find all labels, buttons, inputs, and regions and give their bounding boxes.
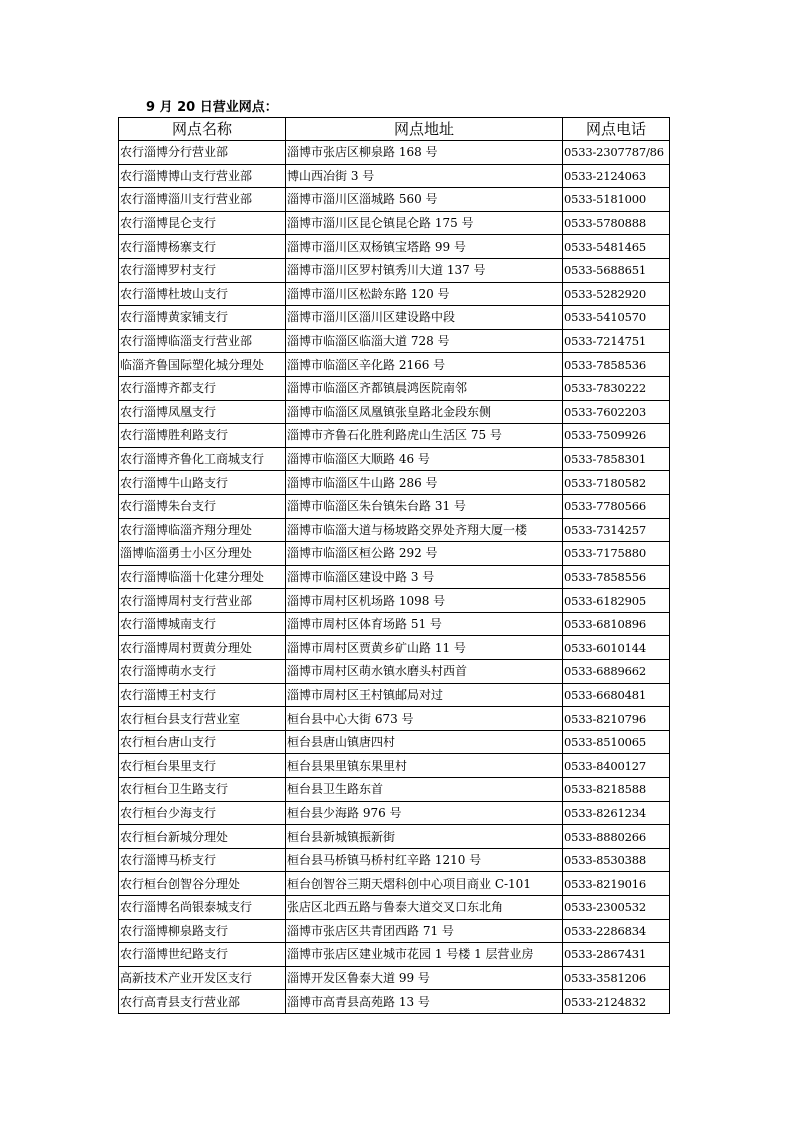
table-row [119, 542, 670, 566]
header-branch-name: 网点名称 [119, 118, 286, 141]
branch-phone-cell: 0533-8210796 [563, 707, 670, 731]
branch-phone-cell: 0533-5181000 [563, 188, 670, 212]
branch-address-cell: 淄博市临淄区凤凰镇张皇路北金段东侧 [286, 400, 563, 424]
branch-name-cell: 农行淄博临淄十化建分理处 [119, 565, 286, 589]
branch-phone-cell: 0533-8261234 [563, 801, 670, 825]
branch-address-cell: 淄博市周村区萌水镇水磨头村西首 [286, 660, 563, 684]
branch-address-cell: 桓台县唐山镇唐四村 [286, 730, 563, 754]
branch-phone-cell: 0533-2867431 [563, 943, 670, 967]
branch-phone-cell: 0533-5780888 [563, 211, 670, 235]
branch-address-cell: 桓台县中心大街 673 号 [286, 707, 563, 731]
branch-address-cell: 淄博市临淄区朱台镇朱台路 31 号 [286, 494, 563, 518]
branch-phone-cell: 0533-6010144 [563, 636, 670, 660]
branch-name-cell: 农行淄博周村贾黄分理处 [119, 636, 286, 660]
branch-phone-cell: 0533-8510065 [563, 730, 670, 754]
branch-address-cell: 淄博市淄川区淄城路 560 号 [286, 188, 563, 212]
branch-name-cell: 农行淄博世纪路支行 [119, 943, 286, 967]
branch-name-cell: 淄博临淄勇士小区分理处 [119, 542, 286, 566]
branch-phone-cell: 0533-8880266 [563, 825, 670, 849]
branch-phone-cell: 0533-7780566 [563, 494, 670, 518]
table-row [119, 589, 670, 613]
branch-address-cell: 淄博市临淄区辛化路 2166 号 [286, 353, 563, 377]
branch-name-cell: 农行淄博昆仑支行 [119, 211, 286, 235]
branch-name-cell: 农行淄博临淄齐翔分理处 [119, 518, 286, 542]
table-row [119, 801, 670, 825]
branch-name-cell: 农行淄博牛山路支行 [119, 471, 286, 495]
table-row [119, 518, 670, 542]
branch-address-cell: 桓台县卫生路东首 [286, 778, 563, 802]
table-row [119, 306, 670, 330]
branch-phone-cell: 0533-6810896 [563, 612, 670, 636]
branch-address-cell: 淄博市临淄区桓公路 292 号 [286, 542, 563, 566]
branch-name-cell: 农行淄博黄家铺支行 [119, 306, 286, 330]
branch-address-cell: 淄博市临淄区建设中路 3 号 [286, 565, 563, 589]
branch-phone-cell: 0533-8219016 [563, 872, 670, 896]
branch-name-cell: 农行淄博博山支行营业部 [119, 164, 286, 188]
table-row [119, 636, 670, 660]
branch-address-cell: 淄博市张店区建业城市花园 1 号楼 1 层营业房 [286, 943, 563, 967]
branch-address-cell: 淄博开发区鲁泰大道 99 号 [286, 966, 563, 990]
branch-name-cell: 农行淄博分行营业部 [119, 141, 286, 165]
table-row [119, 825, 670, 849]
branch-phone-cell: 0533-5688651 [563, 258, 670, 282]
branch-address-cell: 桓台创智谷三期天熠科创中心项目商业 C-101 [286, 872, 563, 896]
branch-address-cell: 淄博市临淄区牛山路 286 号 [286, 471, 563, 495]
branch-address-cell: 淄博市周村区贾黄乡矿山路 11 号 [286, 636, 563, 660]
branch-phone-cell: 0533-2124832 [563, 990, 670, 1014]
table-row [119, 778, 670, 802]
branch-name-cell: 农行淄博杨寨支行 [119, 235, 286, 259]
branch-phone-cell: 0533-8400127 [563, 754, 670, 778]
branch-phone-cell: 0533-6680481 [563, 683, 670, 707]
branch-phone-cell: 0533-7858301 [563, 447, 670, 471]
branch-phone-cell: 0533-7830222 [563, 376, 670, 400]
branch-name-cell: 农行淄博凤凰支行 [119, 400, 286, 424]
branch-name-cell: 农行桓台唐山支行 [119, 730, 286, 754]
branch-name-cell: 农行淄博柳泉路支行 [119, 919, 286, 943]
table-row [119, 730, 670, 754]
branch-name-cell: 农行淄博罗村支行 [119, 258, 286, 282]
branch-address-cell: 淄博市淄川区昆仑镇昆仑路 175 号 [286, 211, 563, 235]
table-row [119, 164, 670, 188]
table-row [119, 848, 670, 872]
branch-address-cell: 淄博市临淄区大顺路 46 号 [286, 447, 563, 471]
branch-address-cell: 桓台县马桥镇马桥村红辛路 1210 号 [286, 848, 563, 872]
table-row [119, 235, 670, 259]
branch-address-cell: 淄博市临淄大道与杨坡路交界处齐翔大厦一楼 [286, 518, 563, 542]
branch-phone-cell: 0533-5481465 [563, 235, 670, 259]
table-row [119, 211, 670, 235]
branch-phone-cell: 0533-2307787/86 [563, 141, 670, 165]
table-body [119, 141, 670, 1014]
branch-phone-cell: 0533-7180582 [563, 471, 670, 495]
branch-name-cell: 农行淄博杜坡山支行 [119, 282, 286, 306]
branch-address-cell: 淄博市临淄区齐都镇晨鸿医院南邻 [286, 376, 563, 400]
branch-phone-cell: 0533-6182905 [563, 589, 670, 613]
table-row [119, 707, 670, 731]
branch-name-cell: 临淄齐鲁国际塑化城分理处 [119, 353, 286, 377]
branch-name-cell: 农行高青县支行营业部 [119, 990, 286, 1014]
branch-name-cell: 农行桓台县支行营业室 [119, 707, 286, 731]
table-row [119, 188, 670, 212]
branch-name-cell: 农行淄博朱台支行 [119, 494, 286, 518]
table-row [119, 282, 670, 306]
table-row [119, 872, 670, 896]
table-row [119, 612, 670, 636]
table-row [119, 376, 670, 400]
branch-name-cell: 农行淄博王村支行 [119, 683, 286, 707]
branch-name-cell: 农行桓台少海支行 [119, 801, 286, 825]
branch-table [118, 117, 670, 1014]
branch-address-cell: 淄博市淄川区双杨镇宝塔路 99 号 [286, 235, 563, 259]
table-row [119, 565, 670, 589]
table-row [119, 258, 670, 282]
branch-phone-cell: 0533-6889662 [563, 660, 670, 684]
table-row [119, 896, 670, 920]
branch-phone-cell: 0533-3581206 [563, 966, 670, 990]
table-row [119, 919, 670, 943]
branch-phone-cell: 0533-5282920 [563, 282, 670, 306]
table-row [119, 471, 670, 495]
branch-address-cell: 淄博市张店区共青团西路 71 号 [286, 919, 563, 943]
branch-address-cell: 桓台县少海路 976 号 [286, 801, 563, 825]
branch-name-cell: 农行淄博齐都支行 [119, 376, 286, 400]
table-row [119, 754, 670, 778]
branch-address-cell: 淄博市淄川区淄川区建设路中段 [286, 306, 563, 330]
table-row [119, 424, 670, 448]
branch-name-cell: 农行桓台卫生路支行 [119, 778, 286, 802]
table-row [119, 447, 670, 471]
branch-name-cell: 农行淄博临淄支行营业部 [119, 329, 286, 353]
table-row [119, 683, 670, 707]
branch-name-cell: 农行淄博萌水支行 [119, 660, 286, 684]
branch-phone-cell: 0533-7175880 [563, 542, 670, 566]
branch-phone-cell: 0533-2286834 [563, 919, 670, 943]
branch-phone-cell: 0533-7314257 [563, 518, 670, 542]
branch-address-cell: 淄博市张店区柳泉路 168 号 [286, 141, 563, 165]
branch-address-cell: 淄博市周村区王村镇邮局对过 [286, 683, 563, 707]
branch-phone-cell: 0533-2124063 [563, 164, 670, 188]
table-row [119, 141, 670, 165]
document-title: 9 月 20 日营业网点： [146, 100, 278, 115]
header-branch-address: 网点地址 [286, 118, 563, 141]
branch-phone-cell: 0533-7858556 [563, 565, 670, 589]
branch-phone-cell: 0533-7602203 [563, 400, 670, 424]
branch-name-cell: 农行淄博周村支行营业部 [119, 589, 286, 613]
branch-phone-cell: 0533-8218588 [563, 778, 670, 802]
branch-name-cell: 农行淄博名尚银泰城支行 [119, 896, 286, 920]
header-branch-phone: 网点电话 [563, 118, 670, 141]
branch-address-cell: 桓台县果里镇东果里村 [286, 754, 563, 778]
table-row [119, 943, 670, 967]
branch-name-cell: 农行淄博淄川支行营业部 [119, 188, 286, 212]
table-row [119, 400, 670, 424]
branch-phone-cell: 0533-7858536 [563, 353, 670, 377]
table-row [119, 353, 670, 377]
branch-name-cell: 农行淄博马桥支行 [119, 848, 286, 872]
table-row [119, 329, 670, 353]
branch-name-cell: 农行桓台创智谷分理处 [119, 872, 286, 896]
branch-address-cell: 淄博市周村区体育场路 51 号 [286, 612, 563, 636]
branch-phone-cell: 0533-7214751 [563, 329, 670, 353]
table-row [119, 494, 670, 518]
table-row [119, 966, 670, 990]
branch-name-cell: 农行淄博齐鲁化工商城支行 [119, 447, 286, 471]
branch-address-cell: 博山西冶街 3 号 [286, 164, 563, 188]
branch-name-cell: 高新技术产业开发区支行 [119, 966, 286, 990]
table-header-row [119, 118, 670, 141]
branch-name-cell: 农行桓台新城分理处 [119, 825, 286, 849]
table-row [119, 660, 670, 684]
branch-address-cell: 淄博市高青县高苑路 13 号 [286, 990, 563, 1014]
branch-name-cell: 农行淄博城南支行 [119, 612, 286, 636]
branch-name-cell: 农行桓台果里支行 [119, 754, 286, 778]
branch-address-cell: 张店区北西五路与鲁泰大道交叉口东北角 [286, 896, 563, 920]
branch-phone-cell: 0533-2300532 [563, 896, 670, 920]
branch-name-cell: 农行淄博胜利路支行 [119, 424, 286, 448]
branch-phone-cell: 0533-8530388 [563, 848, 670, 872]
branch-address-cell: 淄博市齐鲁石化胜利路虎山生活区 75 号 [286, 424, 563, 448]
branch-address-cell: 桓台县新城镇振新街 [286, 825, 563, 849]
branch-phone-cell: 0533-5410570 [563, 306, 670, 330]
branch-phone-cell: 0533-7509926 [563, 424, 670, 448]
branch-address-cell: 淄博市淄川区罗村镇秀川大道 137 号 [286, 258, 563, 282]
table-row [119, 990, 670, 1014]
branch-address-cell: 淄博市淄川区松龄东路 120 号 [286, 282, 563, 306]
branch-address-cell: 淄博市临淄区临淄大道 728 号 [286, 329, 563, 353]
branch-address-cell: 淄博市周村区机场路 1098 号 [286, 589, 563, 613]
